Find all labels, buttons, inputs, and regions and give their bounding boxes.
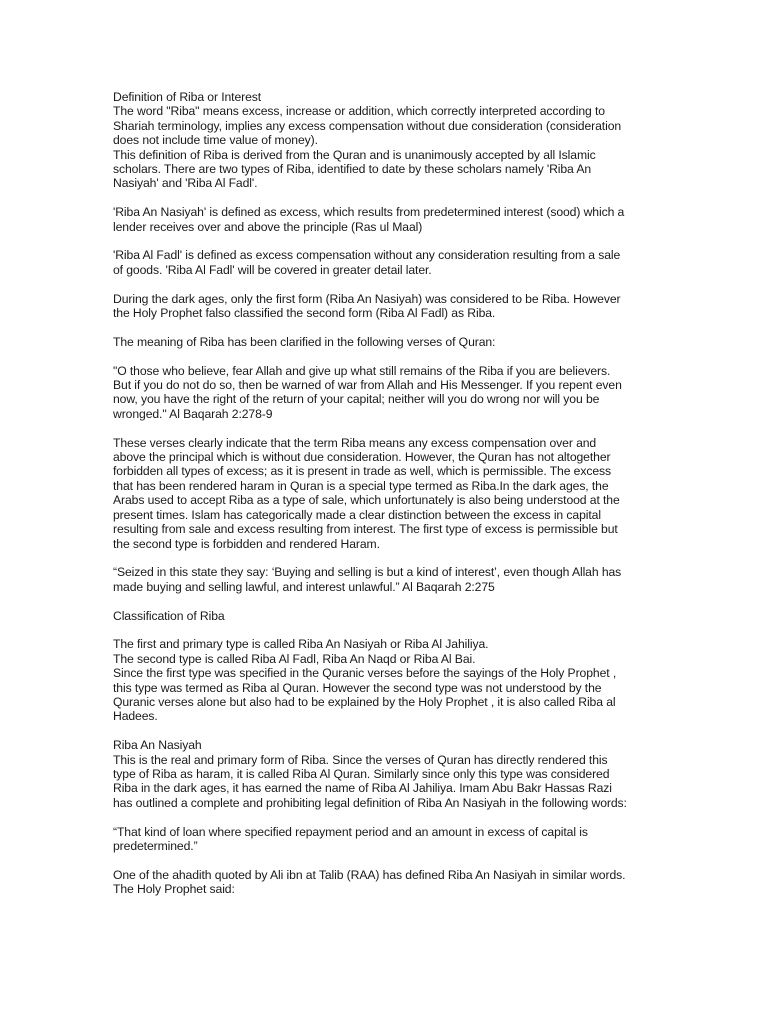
heading-classification-of-riba: Classification of Riba — [113, 608, 225, 623]
quote-kind-of-loan — [113, 825, 653, 854]
paragraph-meaning-clarified — [113, 335, 653, 349]
text-line: scholars. There are two types of Riba, identified to date by these scholars namely 'Riba An — [113, 162, 592, 177]
text-line: wronged." Al Baqarah 2:278-9 — [113, 406, 273, 421]
text-line: the second type is forbidden and rendered Haram. — [113, 536, 380, 551]
text-line: 'Riba An Nasiyah' is defined as excess, which results from predetermined interest (sood) which a — [113, 205, 625, 220]
paragraph-riba-an-nasiyah-defined — [113, 205, 653, 234]
text-line: The second type is called Riba Al Fadl, Riba An Naqd or Riba Al Bai. — [113, 651, 476, 666]
text-line: But if you do not do so, then be warned of war from Allah and His Messenger. If you repent even — [113, 378, 622, 393]
text-line: of goods. 'Riba Al Fadl' will be covered in greater detail later. — [113, 262, 432, 277]
text-line: present times. Islam has categorically made a clear distinction between the excess in capital — [113, 507, 601, 522]
text-line: Riba in the dark ages, it has earned the name of Riba Al Jahiliya. Imam Abu Bakr Hassas Razi — [113, 781, 612, 796]
text-line: The meaning of Riba has been clarified in the following verses of Quran: — [113, 334, 496, 349]
text-line: Quranic verses alone but also had to be explained by the Holy Prophet , it is also called Riba al — [113, 694, 616, 709]
text-line: Nasiyah' and 'Riba Al Fadl'. — [113, 176, 258, 191]
text-line: The Holy Prophet said: — [113, 882, 235, 897]
quote-al-baqarah-278 — [113, 364, 653, 422]
text-line: does not include time value of money). — [113, 133, 318, 148]
text-line: predetermined.” — [113, 838, 198, 853]
paragraph-riba-al-fadl-defined — [113, 248, 653, 277]
text-line: 'Riba Al Fadl' is defined as excess compensation without any consideration resulting from a sale — [113, 248, 621, 263]
text-line: forbidden all types of excess; as it is present in trade as well, which is permissible. The excess — [113, 464, 612, 479]
text-line: made buying and selling lawful, and interest unlawful.” Al Baqarah 2:275 — [113, 579, 495, 594]
text-line: During the dark ages, only the first form (Riba An Nasiyah) was considered to be Riba. However — [113, 291, 621, 306]
text-line: This is the real and primary form of Riba. Since the verses of Quran has directly rendered this — [113, 752, 608, 767]
text-line: Arabs used to accept Riba as a type of sale, which unfortunately is also being understood at the — [113, 493, 620, 508]
paragraph-ahadith-ali — [113, 868, 653, 897]
text-line: One of the ahadith quoted by Ali ibn at Talib (RAA) has defined Riba An Nasiyah in similar words. — [113, 867, 626, 882]
paragraph-verses-indicate — [113, 436, 653, 551]
text-line: "O those who believe, fear Allah and give up what still remains of the Riba if you are believers. — [113, 363, 611, 378]
text-line: now, you have the right of the return of your capital; neither will you do wrong nor will you be — [113, 392, 600, 407]
paragraph-word-riba — [113, 104, 653, 147]
text-line: above the principal which is without due consideration. However, the Quran has not altogether — [113, 450, 611, 465]
text-line: Hadees. — [113, 709, 158, 724]
paragraph-definition-derived — [113, 148, 653, 191]
text-line: that has been rendered haram in Quran is a special type termed as Riba.In the dark ages, the — [113, 478, 609, 493]
quote-al-baqarah-275 — [113, 565, 653, 594]
paragraph-dark-ages — [113, 292, 653, 321]
text-line: lender receives over and above the principle (Ras ul Maal) — [113, 219, 423, 234]
text-line: has outlined a complete and prohibiting legal definition of Riba An Nasiyah in the following words: — [113, 795, 627, 810]
text-line: this type was termed as Riba al Quran. However the second type was not understood by the — [113, 680, 602, 695]
text-line: resulting from sale and excess resulting from interest. The first type of excess is permissible but — [113, 522, 618, 537]
heading-riba-an-nasiyah: Riba An Nasiyah — [113, 738, 202, 753]
heading-definition-of-riba: Definition of Riba or Interest — [113, 90, 262, 104]
text-line: the Holy Prophet falso classified the second form (Riba Al Fadl) as Riba. — [113, 306, 496, 321]
text-line: “Seized in this state they say: ‘Buying and selling is but a kind of interest’, even though Allah has — [113, 565, 622, 580]
text-line: Since the first type was specified in the Quranic verses before the sayings of the Holy Prophet , — [113, 666, 617, 681]
text-line: The first and primary type is called Riba An Nasiyah or Riba Al Jahiliya. — [113, 637, 489, 652]
text-line: Shariah terminology, implies any excess compensation without due consideration (consideration — [113, 118, 622, 133]
text-line: This definition of Riba is derived from the Quran and is unanimously accepted by all Islamic — [113, 147, 596, 162]
paragraph-real-primary-form — [113, 753, 653, 811]
text-line: “That kind of loan where specified repayment period and an amount in excess of capital is — [113, 824, 588, 839]
text-line: The word "Riba" means excess, increase or addition, which correctly interpreted according to — [113, 104, 605, 119]
text-line: type of Riba as haram, it is called Riba Al Quran. Similarly since only this type was considered — [113, 766, 610, 781]
document-body — [113, 90, 653, 911]
paragraph-classification — [113, 637, 653, 723]
text-line: These verses clearly indicate that the term Riba means any excess compensation over and — [113, 435, 597, 450]
